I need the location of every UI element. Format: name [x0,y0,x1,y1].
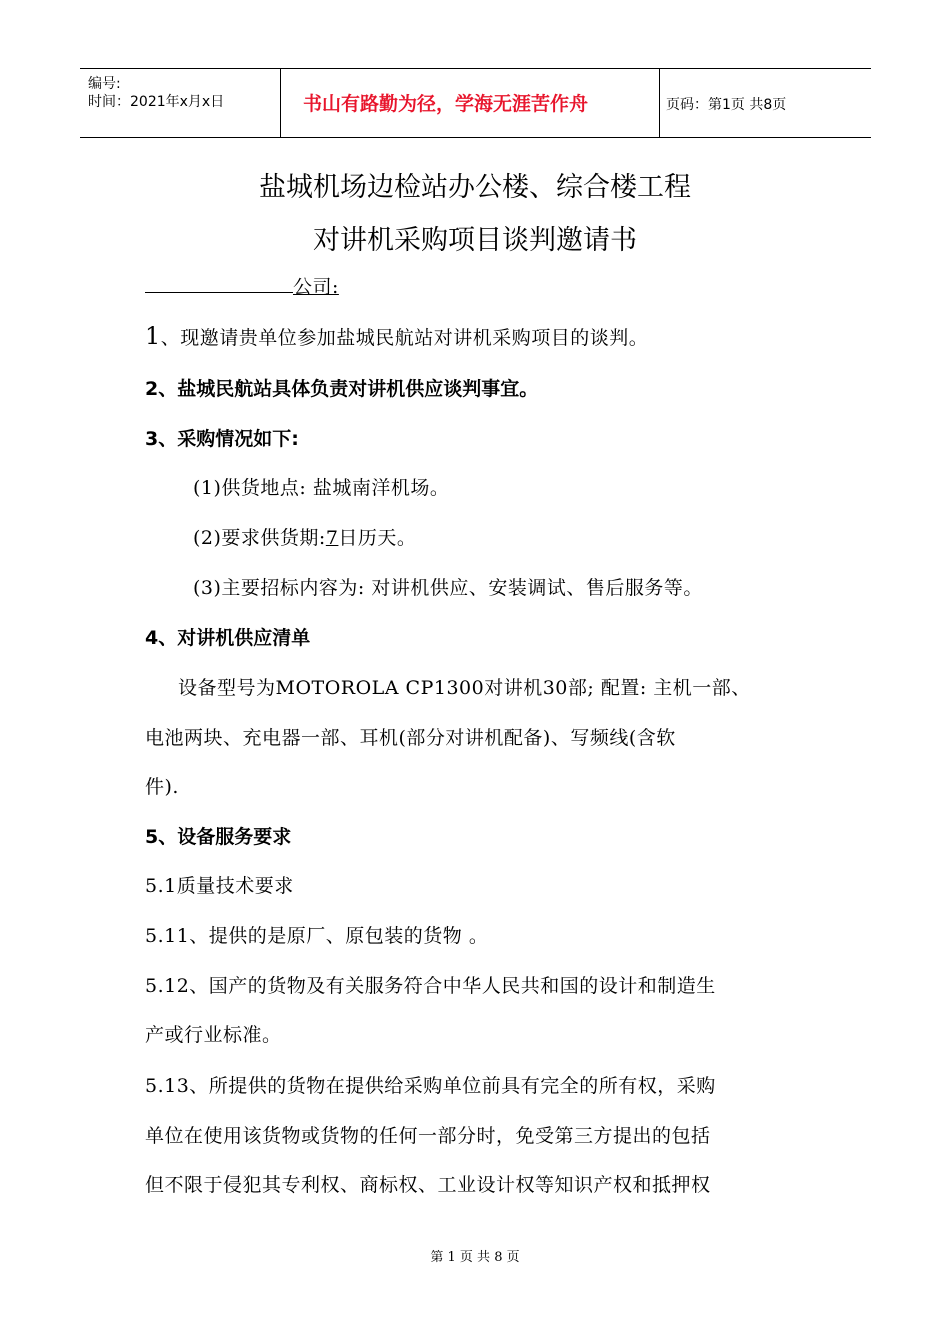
item-3-3: (3)主要招标内容为: 对讲机供应、安装调试、售后服务等。 [193,577,703,599]
time-label: 时间：2021年x月x日 [88,94,225,110]
item-5-12-line-2: 产或行业标准。 [145,1024,282,1046]
item-5-13-line-2: 单位在使用该货物或货物的任何一部分时，免受第三方提出的包括 [145,1125,711,1147]
salutation-text: 公司: [293,276,339,298]
item-1-text: 、现邀请贵单位参加盐城民航站对讲机采购项目的谈判。 [160,327,649,349]
item-5-13-line-1: 5.13、所提供的货物在提供给采购单位前具有完全的所有权，采购 [145,1075,716,1097]
motto-text: 书山有路勤为径，学海无涯苦作舟 [303,93,589,115]
doc-title-line2: 对讲机采购项目谈判邀请书 [313,225,637,256]
item-3-2-prefix: (2)要求供货期: [193,527,326,549]
item-5-12-line-1: 5.12、国产的货物及有关服务符合中华人民共和国的设计和制造生 [145,975,716,997]
header-cell-motto [281,69,660,137]
doc-title-line1: 盐城机场边检站办公楼、综合楼工程 [259,172,691,203]
item-5-1: 5.1质量技术要求 [145,875,294,897]
item-5: 5、设备服务要求 [145,826,292,848]
item-5-13-line-3: 但不限于侵犯其专利权、商标权、工业设计权等知识产权和抵押权 [145,1174,711,1196]
item-3-2 [193,523,416,550]
number-label: 编号: [88,76,121,92]
page-footer: 第 1 页 共 8 页 [430,1250,520,1265]
item-5-11: 5.11、提供的是原厂、原包装的货物 。 [145,925,489,947]
item-2: 2、盐城民航站具体负责对讲机供应谈判事宜。 [145,378,539,400]
item-4: 4、对讲机供应清单 [145,627,311,649]
item-4-line-1: 设备型号为MOTOROLA CP1300对讲机30部; 配置: 主机一部、 [178,677,751,699]
item-1 [145,322,648,350]
item-3-2-suffix: 日历天。 [338,527,417,549]
item-4-line-2: 电池两块、充电器一部、耳机(部分对讲机配备)、写频线(含软 [145,727,676,749]
salutation-blank-line [145,291,293,293]
header-table [80,68,871,138]
header-cell-meta [80,69,281,137]
item-3-2-days: 7 [325,527,339,549]
item-4-line-3: 件). [145,776,179,798]
page-label: 页码：第1页 共8页 [666,97,787,113]
header-cell-page [660,69,871,137]
item-3-1: (1)供货地点: 盐城南洋机场。 [193,477,450,499]
item-1-number: 1 [145,322,161,350]
item-3: 3、采购情况如下: [145,428,299,450]
salutation [145,272,339,299]
